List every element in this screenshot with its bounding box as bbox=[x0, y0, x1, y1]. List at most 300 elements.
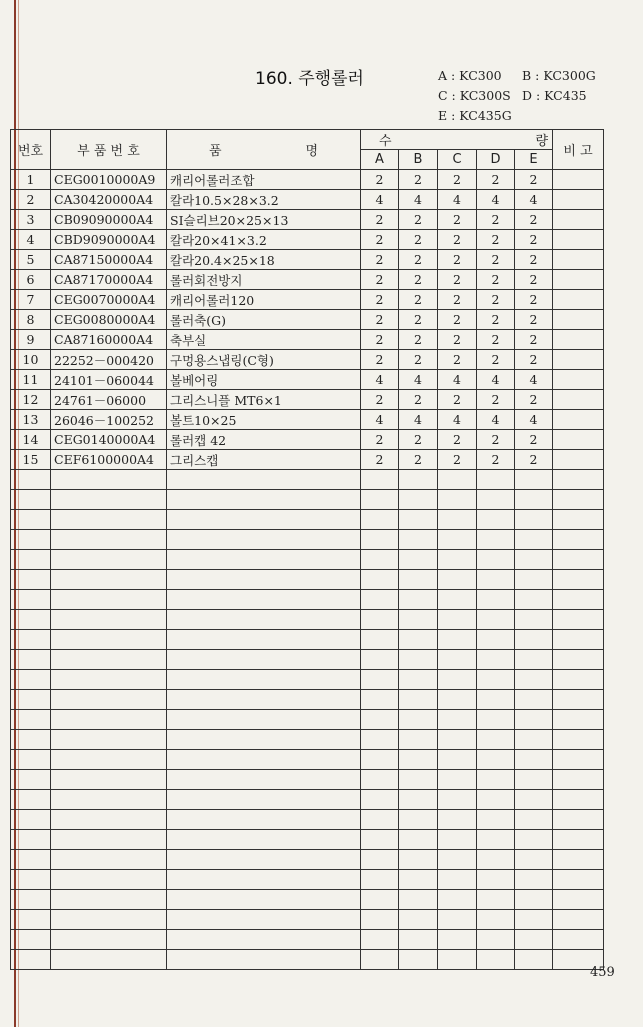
quantity-cell: 4 bbox=[361, 410, 399, 430]
part-name bbox=[167, 830, 361, 850]
quantity-cell bbox=[361, 930, 399, 950]
quantity-cell bbox=[438, 530, 477, 550]
quantity-cell bbox=[515, 670, 553, 690]
quantity-cell bbox=[438, 890, 477, 910]
remarks-cell bbox=[553, 570, 604, 590]
part-number bbox=[51, 790, 167, 810]
quantity-cell bbox=[477, 510, 515, 530]
quantity-cell bbox=[515, 610, 553, 630]
part-name bbox=[167, 950, 361, 970]
row-number: 14 bbox=[11, 430, 51, 450]
quantity-cell: 4 bbox=[515, 410, 553, 430]
quantity-cell bbox=[361, 730, 399, 750]
model-a: A : KC300 bbox=[438, 68, 502, 83]
quantity-cell: 2 bbox=[477, 310, 515, 330]
header-remarks: 비 고 bbox=[553, 130, 604, 170]
row-number bbox=[11, 590, 51, 610]
quantity-cell bbox=[515, 570, 553, 590]
table-row bbox=[11, 390, 604, 410]
empty-table-row bbox=[11, 910, 604, 930]
quantity-cell: 2 bbox=[399, 170, 438, 190]
header-no: 번호 bbox=[11, 130, 51, 170]
quantity-cell bbox=[515, 810, 553, 830]
header-quantity-b: 량 bbox=[535, 134, 548, 149]
header-part-name-b: 명 bbox=[305, 144, 319, 159]
remarks-cell bbox=[553, 810, 604, 830]
quantity-cell bbox=[515, 690, 553, 710]
quantity-cell bbox=[438, 550, 477, 570]
part-number bbox=[51, 630, 167, 650]
quantity-cell bbox=[361, 630, 399, 650]
quantity-cell bbox=[361, 590, 399, 610]
quantity-cell bbox=[361, 570, 399, 590]
quantity-cell bbox=[438, 750, 477, 770]
model-legend bbox=[438, 66, 596, 126]
empty-table-row bbox=[11, 530, 604, 550]
quantity-cell: 2 bbox=[515, 290, 553, 310]
quantity-cell bbox=[438, 690, 477, 710]
empty-table-row bbox=[11, 890, 604, 910]
header-row bbox=[11, 130, 604, 150]
header-col-a: A bbox=[361, 150, 399, 170]
part-number: CB09090000A4 bbox=[51, 210, 167, 230]
part-name bbox=[167, 470, 361, 490]
row-number: 6 bbox=[11, 270, 51, 290]
quantity-cell bbox=[515, 790, 553, 810]
quantity-cell bbox=[399, 570, 438, 590]
part-number bbox=[51, 470, 167, 490]
row-number bbox=[11, 510, 51, 530]
quantity-cell bbox=[361, 710, 399, 730]
row-number: 15 bbox=[11, 450, 51, 470]
quantity-cell bbox=[361, 850, 399, 870]
part-number bbox=[51, 670, 167, 690]
part-number bbox=[51, 710, 167, 730]
quantity-cell: 4 bbox=[438, 370, 477, 390]
part-name bbox=[167, 690, 361, 710]
part-name bbox=[167, 930, 361, 950]
quantity-cell bbox=[515, 850, 553, 870]
empty-table-row bbox=[11, 550, 604, 570]
quantity-cell bbox=[399, 810, 438, 830]
row-number bbox=[11, 470, 51, 490]
quantity-cell bbox=[515, 470, 553, 490]
quantity-cell bbox=[477, 490, 515, 510]
table-row bbox=[11, 330, 604, 350]
part-number: CEG0140000A4 bbox=[51, 430, 167, 450]
empty-table-row bbox=[11, 930, 604, 950]
quantity-cell bbox=[515, 650, 553, 670]
quantity-cell bbox=[438, 790, 477, 810]
remarks-cell bbox=[553, 910, 604, 930]
quantity-cell: 2 bbox=[515, 350, 553, 370]
quantity-cell: 4 bbox=[361, 370, 399, 390]
table-row bbox=[11, 410, 604, 430]
page-number: 459 bbox=[590, 965, 615, 980]
part-number bbox=[51, 550, 167, 570]
empty-table-row bbox=[11, 870, 604, 890]
quantity-cell: 2 bbox=[477, 350, 515, 370]
remarks-cell bbox=[553, 530, 604, 550]
empty-table-row bbox=[11, 810, 604, 830]
row-number bbox=[11, 910, 51, 930]
part-number bbox=[51, 730, 167, 750]
part-number: CA87170000A4 bbox=[51, 270, 167, 290]
quantity-cell bbox=[399, 730, 438, 750]
quantity-cell bbox=[515, 950, 553, 970]
quantity-cell bbox=[361, 550, 399, 570]
quantity-cell bbox=[477, 630, 515, 650]
part-name bbox=[167, 530, 361, 550]
part-name: 캐리어롤러120 bbox=[167, 290, 361, 310]
quantity-cell: 2 bbox=[515, 270, 553, 290]
part-number bbox=[51, 770, 167, 790]
remarks-cell bbox=[553, 210, 604, 230]
part-name bbox=[167, 810, 361, 830]
quantity-cell bbox=[399, 510, 438, 530]
remarks-cell bbox=[553, 790, 604, 810]
quantity-cell bbox=[515, 590, 553, 610]
quantity-cell: 2 bbox=[438, 390, 477, 410]
empty-table-row bbox=[11, 670, 604, 690]
quantity-cell: 2 bbox=[438, 250, 477, 270]
part-number bbox=[51, 810, 167, 830]
row-number bbox=[11, 570, 51, 590]
quantity-cell: 2 bbox=[438, 310, 477, 330]
row-number bbox=[11, 710, 51, 730]
quantity-cell: 2 bbox=[477, 270, 515, 290]
quantity-cell: 2 bbox=[361, 250, 399, 270]
remarks-cell bbox=[553, 710, 604, 730]
part-number: CA30420000A4 bbox=[51, 190, 167, 210]
quantity-cell bbox=[438, 850, 477, 870]
part-name bbox=[167, 570, 361, 590]
quantity-cell: 2 bbox=[399, 430, 438, 450]
quantity-cell: 2 bbox=[399, 290, 438, 310]
remarks-cell bbox=[553, 490, 604, 510]
remarks-cell bbox=[553, 610, 604, 630]
empty-table-row bbox=[11, 590, 604, 610]
remarks-cell bbox=[553, 310, 604, 330]
quantity-cell bbox=[477, 570, 515, 590]
part-number: CEF6100000A4 bbox=[51, 450, 167, 470]
quantity-cell: 4 bbox=[399, 190, 438, 210]
quantity-cell: 2 bbox=[515, 450, 553, 470]
part-number bbox=[51, 690, 167, 710]
quantity-cell bbox=[361, 770, 399, 790]
row-number bbox=[11, 850, 51, 870]
quantity-cell: 4 bbox=[361, 190, 399, 210]
empty-table-row bbox=[11, 610, 604, 630]
table-row bbox=[11, 310, 604, 330]
quantity-cell bbox=[438, 870, 477, 890]
part-number bbox=[51, 930, 167, 950]
quantity-cell bbox=[438, 610, 477, 630]
part-number bbox=[51, 870, 167, 890]
row-number: 3 bbox=[11, 210, 51, 230]
empty-table-row bbox=[11, 650, 604, 670]
row-number bbox=[11, 830, 51, 850]
quantity-cell: 2 bbox=[477, 430, 515, 450]
quantity-cell bbox=[399, 870, 438, 890]
remarks-cell bbox=[553, 190, 604, 210]
part-name bbox=[167, 770, 361, 790]
empty-table-row bbox=[11, 790, 604, 810]
remarks-cell bbox=[553, 830, 604, 850]
quantity-cell bbox=[477, 670, 515, 690]
header-quantity bbox=[361, 130, 553, 150]
quantity-cell bbox=[477, 950, 515, 970]
part-number: CBD9090000A4 bbox=[51, 230, 167, 250]
empty-table-row bbox=[11, 850, 604, 870]
part-name: 롤러축(G) bbox=[167, 310, 361, 330]
quantity-cell: 2 bbox=[438, 170, 477, 190]
quantity-cell bbox=[438, 630, 477, 650]
quantity-cell bbox=[399, 550, 438, 570]
quantity-cell bbox=[438, 590, 477, 610]
quantity-cell: 4 bbox=[438, 190, 477, 210]
quantity-cell bbox=[399, 470, 438, 490]
quantity-cell: 4 bbox=[515, 190, 553, 210]
part-number bbox=[51, 570, 167, 590]
row-number: 10 bbox=[11, 350, 51, 370]
quantity-cell bbox=[361, 750, 399, 770]
part-name bbox=[167, 850, 361, 870]
remarks-cell bbox=[553, 430, 604, 450]
quantity-cell bbox=[361, 830, 399, 850]
quantity-cell bbox=[361, 670, 399, 690]
row-number: 2 bbox=[11, 190, 51, 210]
quantity-cell bbox=[399, 770, 438, 790]
quantity-cell bbox=[361, 810, 399, 830]
quantity-cell bbox=[438, 650, 477, 670]
quantity-cell bbox=[361, 690, 399, 710]
quantity-cell: 2 bbox=[515, 230, 553, 250]
quantity-cell bbox=[515, 510, 553, 530]
quantity-cell bbox=[477, 550, 515, 570]
quantity-cell bbox=[438, 950, 477, 970]
quantity-cell bbox=[515, 870, 553, 890]
header-quantity-a: 수 bbox=[379, 134, 392, 149]
quantity-cell bbox=[477, 690, 515, 710]
quantity-cell bbox=[399, 490, 438, 510]
part-number: 24761－06000 bbox=[51, 390, 167, 410]
quantity-cell: 2 bbox=[438, 290, 477, 310]
quantity-cell: 2 bbox=[361, 290, 399, 310]
quantity-cell: 2 bbox=[438, 430, 477, 450]
quantity-cell bbox=[515, 630, 553, 650]
quantity-cell bbox=[477, 710, 515, 730]
remarks-cell bbox=[553, 670, 604, 690]
part-name: 롤러캡 42 bbox=[167, 430, 361, 450]
quantity-cell bbox=[438, 930, 477, 950]
quantity-cell bbox=[515, 830, 553, 850]
quantity-cell: 2 bbox=[361, 450, 399, 470]
quantity-cell bbox=[477, 850, 515, 870]
quantity-cell: 2 bbox=[361, 210, 399, 230]
part-name: 그리스캡 bbox=[167, 450, 361, 470]
quantity-cell: 2 bbox=[477, 390, 515, 410]
quantity-cell: 4 bbox=[515, 370, 553, 390]
row-number bbox=[11, 890, 51, 910]
quantity-cell: 2 bbox=[399, 350, 438, 370]
quantity-cell: 2 bbox=[361, 310, 399, 330]
part-name bbox=[167, 750, 361, 770]
quantity-cell bbox=[515, 750, 553, 770]
quantity-cell: 2 bbox=[515, 310, 553, 330]
quantity-cell bbox=[438, 470, 477, 490]
remarks-cell bbox=[553, 470, 604, 490]
quantity-cell: 2 bbox=[477, 230, 515, 250]
model-legend-row bbox=[438, 106, 596, 126]
part-number bbox=[51, 590, 167, 610]
part-name: 칼라20×41×3.2 bbox=[167, 230, 361, 250]
quantity-cell bbox=[477, 930, 515, 950]
part-name: 볼베어링 bbox=[167, 370, 361, 390]
quantity-cell bbox=[515, 530, 553, 550]
row-number bbox=[11, 870, 51, 890]
table-row bbox=[11, 430, 604, 450]
empty-table-row bbox=[11, 950, 604, 970]
quantity-cell bbox=[477, 870, 515, 890]
part-name bbox=[167, 610, 361, 630]
quantity-cell: 2 bbox=[477, 210, 515, 230]
quantity-cell bbox=[515, 930, 553, 950]
row-number bbox=[11, 810, 51, 830]
remarks-cell bbox=[553, 390, 604, 410]
row-number bbox=[11, 550, 51, 570]
part-name bbox=[167, 870, 361, 890]
header-col-d: D bbox=[477, 150, 515, 170]
row-number: 8 bbox=[11, 310, 51, 330]
quantity-cell: 4 bbox=[399, 410, 438, 430]
part-number: CEG0010000A9 bbox=[51, 170, 167, 190]
row-number bbox=[11, 630, 51, 650]
quantity-cell: 2 bbox=[399, 250, 438, 270]
table-row bbox=[11, 190, 604, 210]
row-number bbox=[11, 750, 51, 770]
row-number: 13 bbox=[11, 410, 51, 430]
row-number bbox=[11, 670, 51, 690]
quantity-cell bbox=[361, 510, 399, 530]
quantity-cell: 2 bbox=[399, 270, 438, 290]
part-number bbox=[51, 750, 167, 770]
model-legend-row bbox=[438, 86, 596, 106]
part-name bbox=[167, 510, 361, 530]
row-number: 1 bbox=[11, 170, 51, 190]
empty-table-row bbox=[11, 730, 604, 750]
quantity-cell bbox=[399, 950, 438, 970]
remarks-cell bbox=[553, 170, 604, 190]
part-number bbox=[51, 890, 167, 910]
empty-table-row bbox=[11, 570, 604, 590]
table-row bbox=[11, 350, 604, 370]
quantity-cell: 2 bbox=[477, 250, 515, 270]
remarks-cell bbox=[553, 370, 604, 390]
part-number: 26046－100252 bbox=[51, 410, 167, 430]
page-title: 160. 주행롤러 bbox=[255, 69, 364, 89]
parts-table-body bbox=[11, 170, 604, 970]
remarks-cell bbox=[553, 270, 604, 290]
row-number: 9 bbox=[11, 330, 51, 350]
part-name bbox=[167, 670, 361, 690]
remarks-cell bbox=[553, 230, 604, 250]
row-number bbox=[11, 490, 51, 510]
header-part-name bbox=[167, 130, 361, 170]
quantity-cell: 2 bbox=[399, 230, 438, 250]
remarks-cell bbox=[553, 890, 604, 910]
quantity-cell bbox=[361, 870, 399, 890]
quantity-cell bbox=[438, 510, 477, 530]
part-name: 축부실 bbox=[167, 330, 361, 350]
quantity-cell bbox=[361, 490, 399, 510]
empty-table-row bbox=[11, 830, 604, 850]
quantity-cell: 2 bbox=[515, 170, 553, 190]
part-name: 칼라10.5×28×3.2 bbox=[167, 190, 361, 210]
remarks-cell bbox=[553, 330, 604, 350]
part-name: 캐리어롤러조합 bbox=[167, 170, 361, 190]
header-col-c: C bbox=[438, 150, 477, 170]
row-number: 4 bbox=[11, 230, 51, 250]
remarks-cell bbox=[553, 850, 604, 870]
quantity-cell bbox=[477, 530, 515, 550]
part-number bbox=[51, 650, 167, 670]
quantity-cell bbox=[361, 650, 399, 670]
quantity-cell bbox=[438, 490, 477, 510]
model-e: E : KC435G bbox=[438, 108, 512, 123]
quantity-cell: 2 bbox=[399, 390, 438, 410]
quantity-cell bbox=[361, 610, 399, 630]
quantity-cell bbox=[399, 750, 438, 770]
part-number bbox=[51, 610, 167, 630]
row-number: 7 bbox=[11, 290, 51, 310]
quantity-cell bbox=[477, 470, 515, 490]
quantity-cell: 2 bbox=[399, 330, 438, 350]
quantity-cell: 2 bbox=[361, 170, 399, 190]
remarks-cell bbox=[553, 350, 604, 370]
quantity-cell: 2 bbox=[515, 250, 553, 270]
quantity-cell bbox=[438, 730, 477, 750]
part-name: 구멍용스냅링(C형) bbox=[167, 350, 361, 370]
quantity-cell bbox=[438, 830, 477, 850]
quantity-cell bbox=[515, 910, 553, 930]
table-row bbox=[11, 290, 604, 310]
part-number bbox=[51, 950, 167, 970]
part-name: SI슬리브20×25×13 bbox=[167, 210, 361, 230]
header-col-b: B bbox=[399, 150, 438, 170]
quantity-cell bbox=[477, 730, 515, 750]
quantity-cell bbox=[515, 730, 553, 750]
quantity-cell bbox=[399, 590, 438, 610]
quantity-cell: 2 bbox=[515, 430, 553, 450]
header-part-number: 부 품 번 호 bbox=[51, 130, 167, 170]
quantity-cell: 2 bbox=[399, 310, 438, 330]
empty-table-row bbox=[11, 490, 604, 510]
quantity-cell bbox=[438, 710, 477, 730]
part-number bbox=[51, 530, 167, 550]
model-c: C : KC300S bbox=[438, 88, 511, 103]
part-name: 볼트10×25 bbox=[167, 410, 361, 430]
quantity-cell bbox=[438, 910, 477, 930]
remarks-cell bbox=[553, 290, 604, 310]
remarks-cell bbox=[553, 750, 604, 770]
part-number bbox=[51, 510, 167, 530]
part-name bbox=[167, 790, 361, 810]
part-name bbox=[167, 490, 361, 510]
empty-table-row bbox=[11, 770, 604, 790]
quantity-cell: 2 bbox=[477, 450, 515, 470]
model-b: B : KC300G bbox=[522, 68, 596, 83]
